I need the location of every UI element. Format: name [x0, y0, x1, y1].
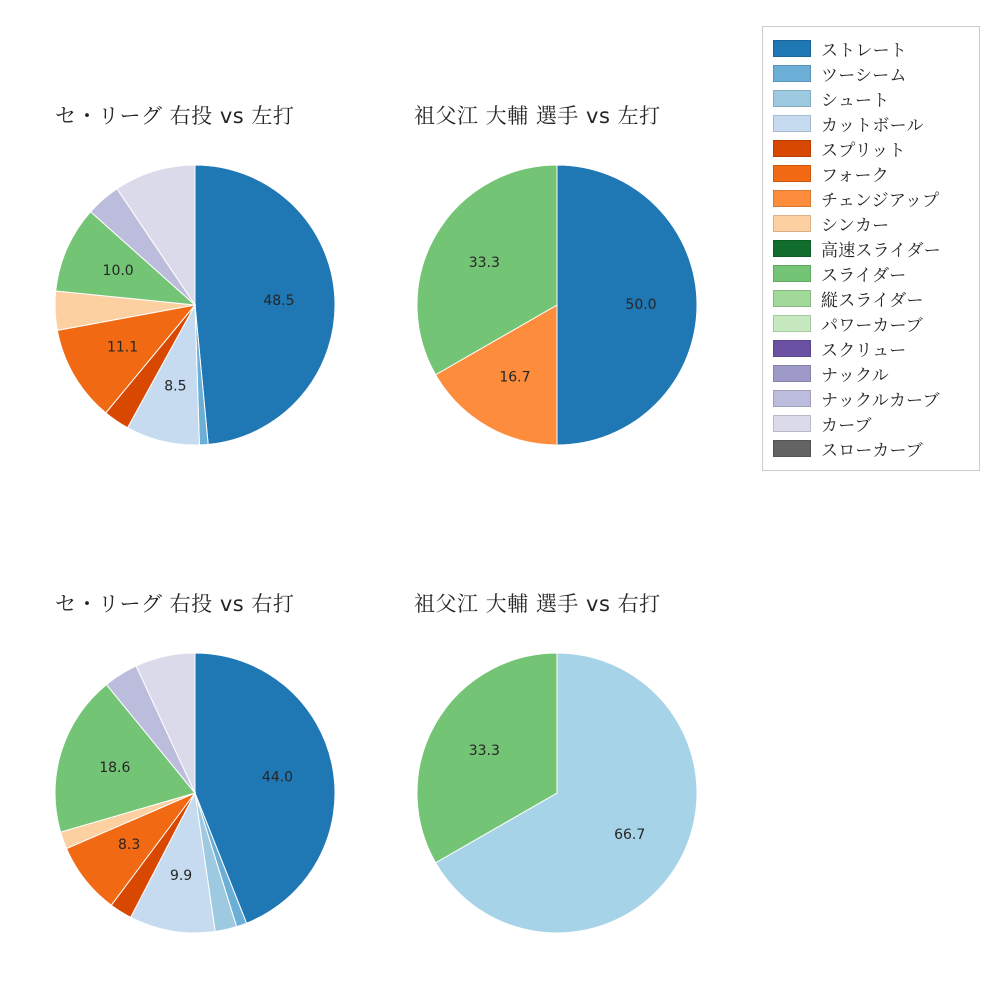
pie-chart-0: [40, 150, 350, 460]
chart-cell-2: [0, 500, 390, 1000]
legend-swatch-icon: [773, 365, 811, 382]
legend-label: シュート: [821, 91, 890, 111]
chart-title-0: セ・リーグ 右投 vs 左打: [55, 104, 295, 128]
legend-label: チェンジアップ: [821, 191, 940, 211]
legend-item: [773, 86, 969, 111]
legend-item: [773, 236, 969, 261]
pie-slice-label: 66.7: [614, 827, 646, 844]
legend-label: 縦スライダー: [821, 291, 924, 311]
legend-swatch-icon: [773, 215, 811, 232]
legend-swatch-icon: [773, 240, 811, 257]
legend-swatch-icon: [773, 340, 811, 357]
chart-title-1: 祖父江 大輔 選手 vs 左打: [414, 104, 661, 128]
legend-item: [773, 161, 969, 186]
legend-item: [773, 136, 969, 161]
legend-item: [773, 61, 969, 86]
legend-label: スライダー: [821, 266, 907, 286]
legend-swatch-icon: [773, 390, 811, 407]
pie-slice-label: 33.3: [468, 742, 500, 759]
legend-swatch-icon: [773, 440, 811, 457]
pie-slice-label: 16.7: [499, 369, 531, 386]
legend-swatch-icon: [773, 90, 811, 107]
legend-label: スローカーブ: [821, 441, 924, 461]
legend-swatch-icon: [773, 265, 811, 282]
pie-svg-0: [40, 150, 350, 460]
pie-slice-label: 8.3: [117, 837, 141, 854]
pie-slice-label: 44.0: [261, 769, 294, 786]
pie-svg-1: [402, 150, 712, 460]
chart-title-3: 祖父江 大輔 選手 vs 右打: [414, 592, 661, 616]
legend-label: 高速スライダー: [821, 241, 941, 261]
legend-item: [773, 111, 969, 136]
pie-slice-label: 9.9: [169, 867, 193, 884]
legend-item: [773, 436, 969, 461]
pie-chart-1: [402, 150, 712, 460]
pie-chart-2: [40, 638, 350, 948]
legend-swatch-icon: [773, 65, 811, 82]
legend-swatch-icon: [773, 190, 811, 207]
pie-slice-label: 10.0: [102, 263, 134, 280]
legend-item: [773, 386, 969, 411]
chart-cell-1: [390, 0, 762, 500]
legend-swatch-icon: [773, 115, 811, 132]
legend: [762, 26, 980, 471]
legend-item: [773, 336, 969, 361]
legend-item: [773, 211, 969, 236]
pie-slice-label: 8.5: [164, 378, 187, 395]
legend-label: フォーク: [821, 166, 889, 186]
chart-cell-3: [390, 500, 762, 1000]
legend-label: スプリット: [821, 141, 906, 161]
pie-svg-3: [402, 638, 712, 948]
legend-swatch-icon: [773, 40, 811, 57]
legend-label: パワーカーブ: [821, 316, 924, 336]
legend-item: [773, 186, 969, 211]
legend-swatch-icon: [773, 140, 811, 157]
legend-label: スクリュー: [821, 341, 907, 361]
chart-cell-0: [0, 0, 390, 500]
pie-slice-label: 11.1: [106, 339, 139, 356]
legend-swatch-icon: [773, 165, 811, 182]
legend-item: [773, 311, 969, 336]
legend-swatch-icon: [773, 315, 811, 332]
legend-label: ナックルカーブ: [821, 391, 940, 411]
pie-slice-label: 33.3: [468, 254, 500, 271]
pie-slice-label: 48.5: [263, 293, 295, 310]
legend-label: ツーシーム: [821, 66, 907, 86]
legend-label: シンカー: [821, 216, 890, 236]
chart-title-2: セ・リーグ 右投 vs 右打: [55, 592, 295, 616]
pie-chart-3: [402, 638, 712, 948]
pie-slice-label: 18.6: [99, 760, 131, 777]
legend-item: [773, 36, 969, 61]
legend-item: [773, 261, 969, 286]
legend-swatch-icon: [773, 415, 811, 432]
legend-item: [773, 411, 969, 436]
legend-item: [773, 361, 969, 386]
legend-label: カットボール: [821, 116, 924, 136]
legend-label: ストレート: [821, 41, 907, 61]
legend-swatch-icon: [773, 290, 811, 307]
legend-label: カーブ: [821, 416, 872, 436]
legend-label: ナックル: [821, 366, 889, 386]
pie-svg-2: [40, 638, 350, 948]
pie-slice-label: 50.0: [625, 297, 657, 313]
legend-item: [773, 286, 969, 311]
